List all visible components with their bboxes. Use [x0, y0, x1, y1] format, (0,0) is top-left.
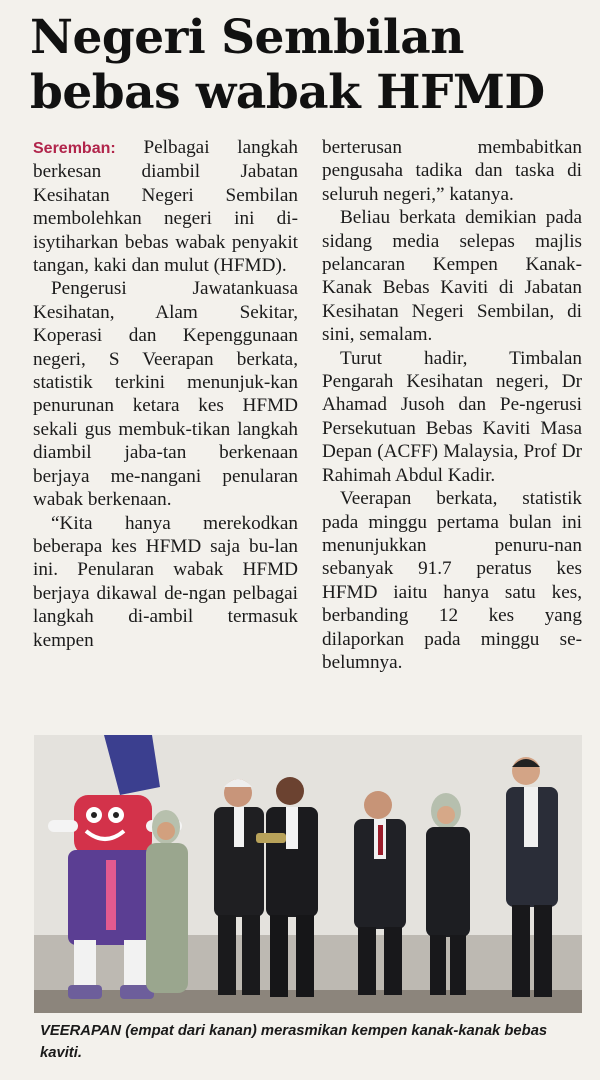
paragraph-3: “Kita hanya merekodkan beberapa kes HFMD saja bu-lan ini. Penularan wabak HFMD berjaya dikawal de-ngan pelbagai langkah di-ambil termasuk kempen: [33, 512, 298, 651]
caption-name: VEERAPAN: [40, 1023, 122, 1039]
paragraph-1: [33, 136, 298, 277]
news-photo: [34, 735, 582, 1013]
paragraph-5: Beliau berkata demikian pada sidang media selepas majlis pelancaran Kempen Kanak-Kanak Bebas Kaviti di Jabatan Kesihatan Negeri Sembilan, di sini, semalam.: [322, 207, 582, 346]
paragraph-7: Veerapan berkata, statistik pada minggu pertama bulan ini menunjukkan penuru-nan sebanyak 91.7 peratus kes HFMD iaitu hanya satu kes, berbanding 12 kes yang dilaporkan pada minggu se-belumnya.: [322, 488, 582, 673]
headline-line-1: Negeri Sembilan: [30, 10, 464, 65]
caption-text: merasmikan kempen kanak-kanak bebas kaviti.: [40, 1023, 548, 1061]
paragraph-4: berterusan membabitkan pengusaha tadika dan taska di seluruh negeri,” katanya.: [322, 137, 582, 205]
headline-line-2: bebas wabak HFMD: [30, 65, 545, 120]
photo-caption: [40, 1020, 585, 1064]
headline: [30, 10, 590, 120]
article-column-left: [33, 136, 298, 652]
paragraph-2: Pengerusi Jawatankuasa Kesihatan, Alam Sekitar, Koperasi dan Kepenggunaan negeri, S Veerapan berkata, statistik terkini menunjuk-kan penurunan ketara kes HFMD sekali gus membuk-tikan langkah diambil jaba-tan berkenaan berjaya me-nangani penularan wabak berkenaan.: [33, 278, 298, 511]
caption-parenthetical: (empat dari kanan): [125, 1023, 257, 1039]
paragraph-1-text: Pelbagai langkah berkesan diambil Jabatan Kesihatan Negeri Sembilan membolehkan negeri ini di-isytiharkan bebas wabak penyakit tangan, kaki dan mulut (HFMD).: [33, 137, 299, 277]
article-column-right: [322, 136, 582, 674]
photo-illustration: [34, 735, 582, 1013]
paragraph-6: Turut hadir, Timbalan Pengarah Kesihatan negeri, Dr Ahamad Jusoh dan Pe-ngerusi Persekutuan Bebas Kaviti Masa Depan (ACFF) Malaysia, Prof Dr Rahimah Abdul Kadir.: [322, 347, 582, 486]
dateline: Seremban:: [33, 140, 116, 157]
